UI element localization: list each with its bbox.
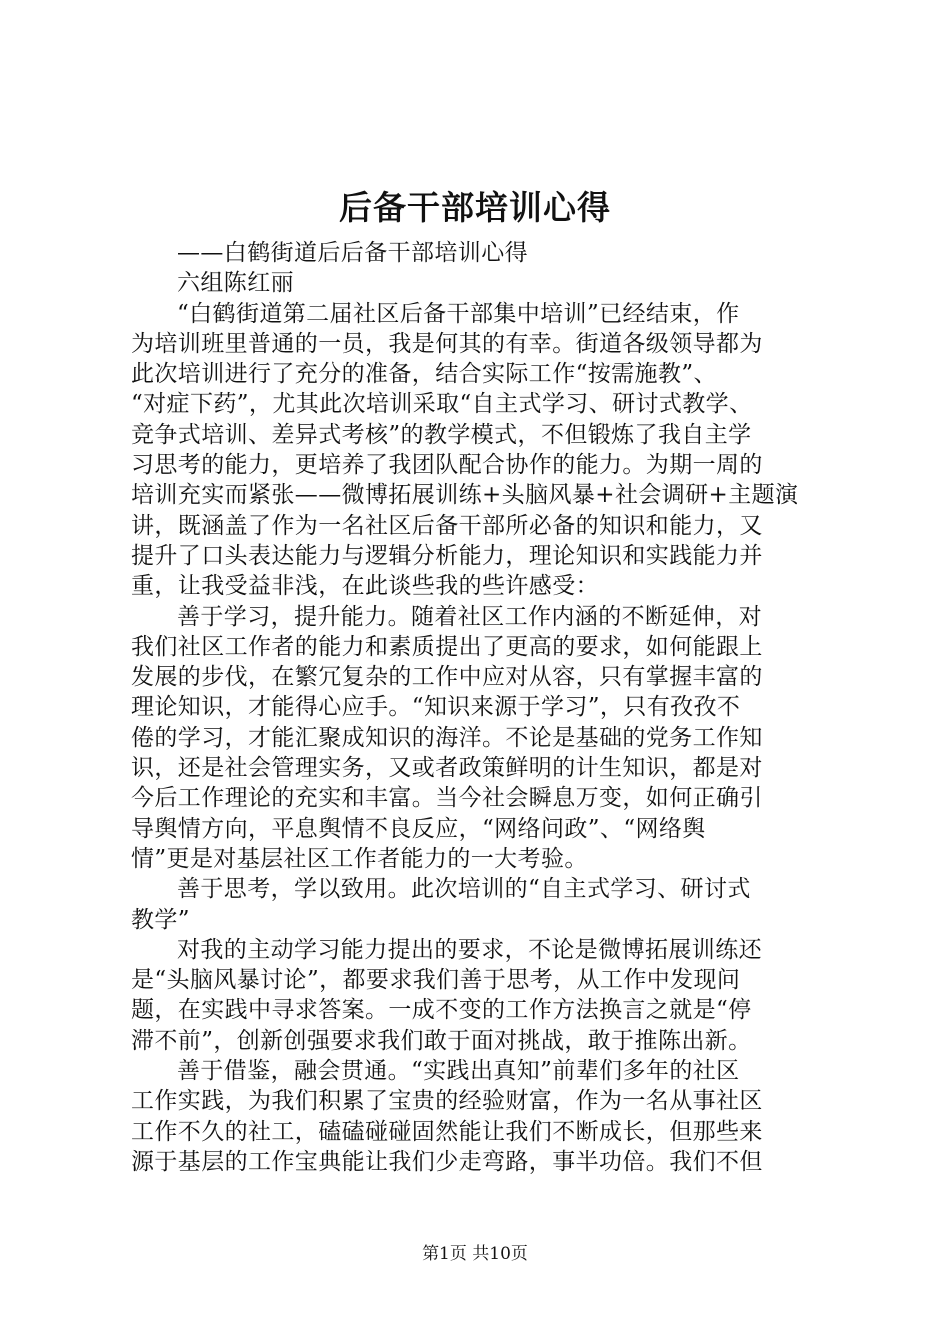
paragraph-line: 此次培训进行了充分的准备，结合实际工作“按需施教”、 — [131, 361, 717, 388]
document-body — [131, 238, 831, 1177]
paragraph-line: 我们社区工作者的能力和素质提出了更高的要求，如何能跟上 — [131, 633, 763, 660]
paragraph-line: 习思考的能力，更培养了我团队配合协作的能力。为期一周的 — [131, 452, 763, 479]
paragraph-line: 竞争式培训、差异式考核”的教学模式，不但锻炼了我自主学 — [131, 421, 752, 448]
paragraph-line: “白鹤街道第二届社区后备干部集中培训”已经结束，作 — [177, 300, 740, 327]
paragraph-line: 发展的步伐，在繁冗复杂的工作中应对从容，只有掌握丰富的 — [131, 664, 763, 691]
paragraph-line: 善于思考，学以致用。此次培训的“自主式学习、研讨式 — [177, 876, 751, 903]
paragraph-line: 理论知识，才能得心应手。“知识来源于学习”，只有孜孜不 — [131, 694, 741, 721]
paragraph-line: 今后工作理论的充实和丰富。当今社会瞬息万变，如何正确引 — [131, 785, 763, 812]
paragraph-line: 教学” — [131, 906, 190, 933]
paragraph-line: 培训充实而紧张——微博拓展训练+头脑风暴+社会调研+主题演 — [131, 482, 799, 509]
paragraph-line: 源于基层的工作宝典能让我们少走弯路，事半功倍。我们不但 — [131, 1148, 763, 1175]
paragraph-line: 善于借鉴，融会贯通。“实践出真知”前辈们多年的社区 — [177, 1058, 740, 1085]
paragraph-line: 滞不前”，创新创强要求我们敢于面对挑战，敢于推陈出新。 — [131, 1027, 752, 1054]
paragraph-line: 倦的学习，才能汇聚成知识的海洋。不论是基础的党务工作知 — [131, 724, 763, 751]
paragraph-line: 对我的主动学习能力提出的要求，不论是微博拓展训练还 — [177, 936, 762, 963]
paragraph-line: 是“头脑风暴讨论”，都要求我们善于思考，从工作中发现问 — [131, 967, 741, 994]
paragraph-line: 识，还是社会管理实务，又或者政策鲜明的计生知识，都是对 — [131, 755, 763, 782]
author-line: 六组陈红丽 — [177, 270, 294, 297]
paragraph-line: 为培训班里普通的一员，我是何其的有幸。街道各级领导都为 — [131, 330, 763, 357]
subtitle-line: ——白鹤街道后后备干部培训心得 — [177, 240, 528, 266]
paragraph-line: 工作不久的社工，磕磕碰碰固然能让我们不断成长，但那些来 — [131, 1118, 763, 1145]
page-footer: 第1页 共10页 — [422, 1244, 528, 1264]
paragraph-line: 提升了口头表达能力与逻辑分析能力，理论知识和实践能力并 — [131, 542, 763, 569]
paragraph-line: 讲，既涵盖了作为一名社区后备干部所必备的知识和能力，又 — [131, 512, 763, 539]
paragraph-line: 题，在实践中寻求答案。一成不变的工作方法换言之就是“停 — [131, 997, 752, 1024]
paragraph-line: 重，让我受益非浅，在此谈些我的些许感受： — [131, 573, 599, 600]
paragraph-line: “对症下药”，尤其此次培训采取“自主式学习、研讨式教学、 — [131, 391, 753, 418]
paragraph-line: 情”更是对基层社区工作者能力的一大考验。 — [131, 845, 588, 872]
paragraph-line: 善于学习，提升能力。随着社区工作内涵的不断延伸，对 — [177, 603, 762, 630]
paragraph-line: 导舆情方向，平息舆情不良反应，“网络问政”、“网络舆 — [131, 815, 706, 842]
document-title: 后备干部培训心得 — [339, 188, 611, 227]
paragraph-line: 工作实践，为我们积累了宝贵的经验财富，作为一名从事社区 — [131, 1088, 763, 1115]
